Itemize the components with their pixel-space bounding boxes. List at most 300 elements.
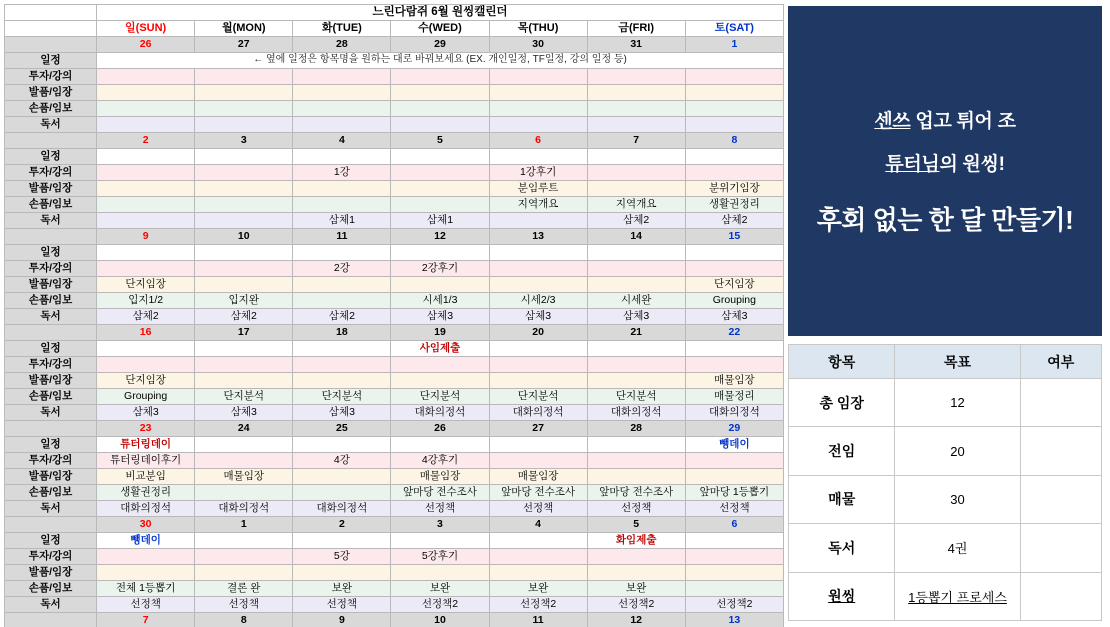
- date-cell[interactable]: 9: [293, 613, 391, 627]
- calendar-entry-cell[interactable]: [587, 69, 685, 85]
- goal-item-cell: 독서: [789, 524, 895, 572]
- calendar-entry-cell[interactable]: [587, 245, 685, 261]
- calendar-entry-cell[interactable]: [587, 373, 685, 389]
- category-label-독서: 독서: [5, 405, 97, 421]
- calendar-entry-cell[interactable]: [195, 533, 293, 549]
- calendar-category-row: [5, 581, 784, 597]
- calendar-entry-cell[interactable]: [293, 197, 391, 213]
- calendar-entry-cell[interactable]: 단지분석: [587, 389, 685, 405]
- calendar-entry-cell[interactable]: [391, 373, 489, 389]
- date-cell[interactable]: 23: [97, 421, 195, 437]
- calendar-entry-cell[interactable]: 1강: [293, 165, 391, 181]
- calendar-entry-cell[interactable]: [391, 245, 489, 261]
- calendar-title: 느린다람쥐 6월 원씽캘린더: [97, 5, 784, 21]
- date-number-row-1: [5, 133, 784, 149]
- calendar-category-row: [5, 437, 784, 453]
- calendar-entry-cell[interactable]: 2강후기: [391, 261, 489, 277]
- calendar-entry-cell[interactable]: [97, 565, 195, 581]
- date-cell[interactable]: 7: [587, 133, 685, 149]
- date-cell[interactable]: 5: [391, 133, 489, 149]
- calendar-entry-cell[interactable]: Grouping: [97, 389, 195, 405]
- category-label-발품/임장: 발품/임장: [5, 469, 97, 485]
- date-cell[interactable]: 9: [97, 229, 195, 245]
- date-cell[interactable]: 3: [391, 517, 489, 533]
- category-label-투자/강의: 투자/강의: [5, 549, 97, 565]
- calendar-entry-cell[interactable]: 단지분석: [293, 389, 391, 405]
- calendar-entry-cell[interactable]: [97, 181, 195, 197]
- date-cell[interactable]: 5: [587, 517, 685, 533]
- calendar-entry-cell[interactable]: [587, 85, 685, 101]
- calendar-entry-cell[interactable]: 삼체2: [293, 309, 391, 325]
- date-row-spacer: [5, 613, 97, 627]
- category-label-손품/임보: 손품/임보: [5, 101, 97, 117]
- calendar-entry-cell[interactable]: [195, 565, 293, 581]
- calendar-entry-cell[interactable]: 대화의정석: [685, 405, 783, 421]
- date-cell[interactable]: 11: [489, 613, 587, 627]
- calendar-entry-cell[interactable]: 선정책2: [685, 597, 783, 613]
- calendar-entry-cell[interactable]: 앞마당 전수조사: [391, 485, 489, 501]
- date-cell[interactable]: 2: [97, 133, 195, 149]
- date-cell[interactable]: 1: [685, 37, 783, 53]
- calendar-entry-cell[interactable]: 선정책: [293, 597, 391, 613]
- calendar-entry-cell[interactable]: 튜터링데이: [97, 437, 195, 453]
- calendar-entry-cell[interactable]: 단지분석: [391, 389, 489, 405]
- calendar-entry-cell[interactable]: [391, 69, 489, 85]
- date-cell[interactable]: 19: [391, 325, 489, 341]
- calendar-entry-cell[interactable]: 전체 1등뽑기: [97, 581, 195, 597]
- calendar-entry-cell[interactable]: [685, 533, 783, 549]
- category-label-독서: 독서: [5, 117, 97, 133]
- goal-header-target: 목표: [895, 345, 1020, 379]
- calendar-entry-cell[interactable]: [685, 85, 783, 101]
- date-cell[interactable]: 3: [195, 133, 293, 149]
- calendar-entry-cell[interactable]: [685, 453, 783, 469]
- date-cell[interactable]: 26: [97, 37, 195, 53]
- calendar-entry-cell[interactable]: [195, 101, 293, 117]
- calendar-entry-cell[interactable]: 대화의정석: [489, 405, 587, 421]
- date-cell[interactable]: 13: [685, 613, 783, 627]
- calendar-category-row: [5, 53, 784, 69]
- goal-done-cell[interactable]: [1020, 379, 1101, 427]
- calendar-entry-cell[interactable]: 선정책: [195, 597, 293, 613]
- calendar-entry-cell[interactable]: [293, 469, 391, 485]
- calendar-entry-cell[interactable]: 삼체2: [195, 309, 293, 325]
- calendar-entry-cell[interactable]: [195, 197, 293, 213]
- date-cell[interactable]: 25: [293, 421, 391, 437]
- calendar-entry-cell[interactable]: 대화의정석: [587, 405, 685, 421]
- calendar-entry-cell[interactable]: 사임제출: [391, 341, 489, 357]
- calendar-entry-cell[interactable]: [293, 533, 391, 549]
- calendar-entry-cell[interactable]: [391, 85, 489, 101]
- calendar-entry-cell[interactable]: 화임제출: [587, 533, 685, 549]
- calendar-entry-cell[interactable]: [195, 373, 293, 389]
- calendar-entry-cell[interactable]: 선정책: [489, 501, 587, 517]
- calendar-entry-cell[interactable]: 시세완: [587, 293, 685, 309]
- goal-item-cell: 총 임장: [789, 379, 895, 427]
- calendar-entry-cell[interactable]: [293, 373, 391, 389]
- calendar-entry-cell[interactable]: [97, 357, 195, 373]
- calendar-entry-cell[interactable]: 삼체3: [97, 405, 195, 421]
- calendar-entry-cell[interactable]: [587, 165, 685, 181]
- calendar-entry-cell[interactable]: [587, 549, 685, 565]
- calendar-entry-cell[interactable]: [97, 261, 195, 277]
- calendar-entry-cell[interactable]: [293, 485, 391, 501]
- calendar-entry-cell[interactable]: [293, 293, 391, 309]
- goal-target-label: 1등뽑기 프로세스: [908, 589, 1007, 605]
- category-label-손품/임보: 손품/임보: [5, 197, 97, 213]
- calendar-entry-cell[interactable]: 대화의정석: [97, 501, 195, 517]
- calendar-entry-cell[interactable]: 앞마당 전수조사: [489, 485, 587, 501]
- calendar-entry-cell[interactable]: [587, 565, 685, 581]
- date-cell[interactable]: 8: [195, 613, 293, 627]
- calendar-entry-cell[interactable]: [195, 277, 293, 293]
- calendar-entry-cell[interactable]: [489, 245, 587, 261]
- calendar-entry-cell[interactable]: [489, 213, 587, 229]
- date-cell[interactable]: 18: [293, 325, 391, 341]
- date-cell[interactable]: 26: [391, 421, 489, 437]
- calendar-entry-cell[interactable]: 지역개요: [587, 197, 685, 213]
- calendar-entry-cell[interactable]: 앞마당 1등뽑기: [685, 485, 783, 501]
- calendar-entry-cell[interactable]: 시세1/3: [391, 293, 489, 309]
- goal-done-cell[interactable]: [1020, 475, 1101, 523]
- calendar-entry-cell[interactable]: [685, 69, 783, 85]
- calendar-entry-cell[interactable]: [489, 117, 587, 133]
- calendar-entry-cell[interactable]: 생활권정리: [97, 485, 195, 501]
- calendar-entry-cell[interactable]: 삼체3: [587, 309, 685, 325]
- date-cell[interactable]: 12: [587, 613, 685, 627]
- calendar-entry-cell[interactable]: [195, 485, 293, 501]
- calendar-entry-cell[interactable]: [685, 101, 783, 117]
- calendar-entry-cell[interactable]: 단지임장: [97, 277, 195, 293]
- calendar-entry-cell[interactable]: 매물정리: [685, 389, 783, 405]
- goal-done-cell[interactable]: [1020, 427, 1101, 475]
- date-cell[interactable]: 30: [489, 37, 587, 53]
- calendar-entry-cell[interactable]: 단지분석: [489, 389, 587, 405]
- calendar-entry-cell[interactable]: [489, 101, 587, 117]
- calendar-entry-cell[interactable]: 선정책: [97, 597, 195, 613]
- calendar-entry-cell[interactable]: 매물임장: [489, 469, 587, 485]
- calendar-entry-cell[interactable]: 5강후기: [391, 549, 489, 565]
- category-label-독서: 독서: [5, 213, 97, 229]
- goal-item-cell: [789, 572, 895, 620]
- calendar-entry-cell[interactable]: [685, 149, 783, 165]
- date-cell[interactable]: 11: [293, 229, 391, 245]
- calendar-entry-cell[interactable]: [587, 117, 685, 133]
- calendar-entry-cell[interactable]: [97, 341, 195, 357]
- calendar-entry-cell[interactable]: 삼체3: [293, 405, 391, 421]
- calendar-entry-cell[interactable]: [489, 69, 587, 85]
- calendar-entry-cell[interactable]: [195, 357, 293, 373]
- date-cell[interactable]: 8: [685, 133, 783, 149]
- calendar-entry-cell[interactable]: 삼체3: [195, 405, 293, 421]
- calendar-entry-cell[interactable]: [489, 437, 587, 453]
- category-label-손품/임보: 손품/임보: [5, 581, 97, 597]
- date-cell[interactable]: 6: [685, 517, 783, 533]
- date-cell[interactable]: 10: [195, 229, 293, 245]
- goal-table: [788, 344, 1102, 621]
- date-cell[interactable]: 28: [293, 37, 391, 53]
- calendar-entry-cell[interactable]: [293, 357, 391, 373]
- calendar-entry-cell[interactable]: 선정책2: [489, 597, 587, 613]
- date-cell[interactable]: 27: [195, 37, 293, 53]
- date-cell[interactable]: 27: [489, 421, 587, 437]
- date-number-row-0: [5, 37, 784, 53]
- date-cell[interactable]: 17: [195, 325, 293, 341]
- calendar-entry-cell[interactable]: [293, 181, 391, 197]
- calendar-entry-cell[interactable]: 선정책: [391, 501, 489, 517]
- calendar-instruction-note: ← 옆에 일정은 항목명을 원하는 대로 바꿔보세요 (EX. 개인일정, TF일정, 강의 일정 등): [97, 53, 784, 69]
- calendar-entry-cell[interactable]: [195, 181, 293, 197]
- calendar-entry-cell[interactable]: [97, 213, 195, 229]
- date-cell[interactable]: 14: [587, 229, 685, 245]
- calendar-entry-cell[interactable]: [587, 341, 685, 357]
- calendar-entry-cell[interactable]: [489, 85, 587, 101]
- calendar-entry-cell[interactable]: [97, 85, 195, 101]
- calendar-entry-cell[interactable]: [587, 261, 685, 277]
- calendar-entry-cell[interactable]: [391, 357, 489, 373]
- calendar-entry-cell[interactable]: [685, 565, 783, 581]
- date-cell[interactable]: 24: [195, 421, 293, 437]
- calendar-entry-cell[interactable]: 매물임장: [195, 469, 293, 485]
- calendar-entry-cell[interactable]: 단지분석: [195, 389, 293, 405]
- calendar-entry-cell[interactable]: 보완: [587, 581, 685, 597]
- calendar-entry-cell[interactable]: [293, 437, 391, 453]
- calendar-entry-cell[interactable]: [195, 213, 293, 229]
- calendar-entry-cell[interactable]: [391, 197, 489, 213]
- calendar-entry-cell[interactable]: [489, 149, 587, 165]
- calendar-entry-cell[interactable]: [391, 149, 489, 165]
- calendar-entry-cell[interactable]: [391, 165, 489, 181]
- date-cell[interactable]: 21: [587, 325, 685, 341]
- date-cell[interactable]: 20: [489, 325, 587, 341]
- calendar-entry-cell[interactable]: 시세2/3: [489, 293, 587, 309]
- calendar-entry-cell[interactable]: 삼체2: [97, 309, 195, 325]
- date-number-row-3: [5, 325, 784, 341]
- calendar-entry-cell[interactable]: [489, 341, 587, 357]
- date-row-spacer: [5, 133, 97, 149]
- date-cell[interactable]: 28: [587, 421, 685, 437]
- calendar-entry-cell[interactable]: 매물임장: [391, 469, 489, 485]
- calendar-entry-cell[interactable]: 대화의정석: [293, 501, 391, 517]
- calendar-entry-cell[interactable]: [587, 453, 685, 469]
- date-cell[interactable]: 10: [391, 613, 489, 627]
- calendar-entry-cell[interactable]: 5강: [293, 549, 391, 565]
- calendar-category-row: [5, 469, 784, 485]
- calendar-entry-cell[interactable]: 보완: [391, 581, 489, 597]
- calendar-entry-cell[interactable]: [391, 565, 489, 581]
- calendar-entry-cell[interactable]: [587, 277, 685, 293]
- date-row-spacer: [5, 421, 97, 437]
- calendar-entry-cell[interactable]: [293, 245, 391, 261]
- calendar-entry-cell[interactable]: [195, 165, 293, 181]
- calendar-entry-cell[interactable]: [489, 533, 587, 549]
- one-thing-calendar: [4, 4, 784, 627]
- calendar-entry-cell[interactable]: [97, 197, 195, 213]
- category-label-손품/임보: 손품/임보: [5, 293, 97, 309]
- calendar-entry-cell[interactable]: 입지1/2: [97, 293, 195, 309]
- calendar-entry-cell[interactable]: 생활권정리: [685, 197, 783, 213]
- calendar-entry-cell[interactable]: 삼체1: [391, 213, 489, 229]
- goal-item-label: 원씽: [828, 588, 856, 605]
- calendar-entry-cell[interactable]: 튜터링데이후기: [97, 453, 195, 469]
- goal-target-cell: 20: [895, 427, 1020, 475]
- date-number-row-final: [5, 613, 784, 627]
- calendar-entry-cell[interactable]: [293, 69, 391, 85]
- calendar-entry-cell[interactable]: [293, 149, 391, 165]
- calendar-entry-cell[interactable]: 지역개요: [489, 197, 587, 213]
- calendar-entry-cell[interactable]: 분임루트: [489, 181, 587, 197]
- calendar-entry-cell[interactable]: [97, 101, 195, 117]
- category-label-독서: 독서: [5, 597, 97, 613]
- calendar-entry-cell[interactable]: 매물임장: [685, 373, 783, 389]
- calendar-entry-cell[interactable]: 2강: [293, 261, 391, 277]
- calendar-entry-cell[interactable]: [293, 101, 391, 117]
- calendar-entry-cell[interactable]: 대화의정석: [391, 405, 489, 421]
- calendar-entry-cell[interactable]: [489, 277, 587, 293]
- calendar-entry-cell[interactable]: 입지완: [195, 293, 293, 309]
- calendar-entry-cell[interactable]: [489, 261, 587, 277]
- date-cell[interactable]: 4: [489, 517, 587, 533]
- date-cell[interactable]: 31: [587, 37, 685, 53]
- calendar-entry-cell[interactable]: [293, 341, 391, 357]
- date-cell[interactable]: 16: [97, 325, 195, 341]
- calendar-entry-cell[interactable]: [685, 165, 783, 181]
- calendar-entry-cell[interactable]: [685, 357, 783, 373]
- calendar-entry-cell[interactable]: [293, 117, 391, 133]
- calendar-entry-cell[interactable]: [685, 341, 783, 357]
- calendar-entry-cell[interactable]: [293, 565, 391, 581]
- goal-done-cell[interactable]: [1020, 524, 1101, 572]
- calendar-entry-cell[interactable]: [489, 549, 587, 565]
- calendar-entry-cell[interactable]: 선정책2: [391, 597, 489, 613]
- calendar-entry-cell[interactable]: 선정책2: [587, 597, 685, 613]
- calendar-entry-cell[interactable]: [195, 437, 293, 453]
- calendar-entry-cell[interactable]: [391, 277, 489, 293]
- calendar-entry-cell[interactable]: [685, 549, 783, 565]
- calendar-entry-cell[interactable]: [685, 469, 783, 485]
- calendar-category-row: [5, 197, 784, 213]
- date-cell[interactable]: 4: [293, 133, 391, 149]
- date-cell[interactable]: 22: [685, 325, 783, 341]
- calendar-entry-cell[interactable]: 삼체2: [685, 213, 783, 229]
- calendar-entry-cell[interactable]: [97, 149, 195, 165]
- calendar-category-row: [5, 341, 784, 357]
- calendar-entry-cell[interactable]: 선정책: [685, 501, 783, 517]
- calendar-entry-cell[interactable]: [195, 549, 293, 565]
- calendar-entry-cell[interactable]: 보완: [293, 581, 391, 597]
- calendar-entry-cell[interactable]: 뺑데이: [685, 437, 783, 453]
- dow-corner-cell: [5, 21, 97, 37]
- date-cell[interactable]: 12: [391, 229, 489, 245]
- goal-table-header-row: [789, 345, 1102, 379]
- banner-line-1-underlined: 센쓰: [874, 110, 911, 132]
- calendar-entry-cell[interactable]: [293, 277, 391, 293]
- goal-done-cell[interactable]: [1020, 572, 1101, 620]
- calendar-entry-cell[interactable]: [587, 149, 685, 165]
- calendar-entry-cell[interactable]: 단지임장: [97, 373, 195, 389]
- calendar-entry-cell[interactable]: [489, 565, 587, 581]
- date-cell[interactable]: 15: [685, 229, 783, 245]
- calendar-entry-cell[interactable]: 삼체3: [685, 309, 783, 325]
- calendar-entry-cell[interactable]: [587, 469, 685, 485]
- date-cell[interactable]: 2: [293, 517, 391, 533]
- calendar-entry-cell[interactable]: [391, 181, 489, 197]
- calendar-entry-cell[interactable]: [195, 341, 293, 357]
- calendar-entry-cell[interactable]: [489, 453, 587, 469]
- calendar-entry-cell[interactable]: [97, 245, 195, 261]
- calendar-category-row: [5, 101, 784, 117]
- category-label-독서: 독서: [5, 309, 97, 325]
- calendar-entry-cell[interactable]: [195, 117, 293, 133]
- date-cell[interactable]: 13: [489, 229, 587, 245]
- calendar-entry-cell[interactable]: [195, 69, 293, 85]
- calendar-entry-cell[interactable]: [391, 437, 489, 453]
- calendar-entry-cell[interactable]: 4강: [293, 453, 391, 469]
- calendar-entry-cell[interactable]: [195, 149, 293, 165]
- calendar-entry-cell[interactable]: 삼체3: [391, 309, 489, 325]
- calendar-entry-cell[interactable]: [97, 549, 195, 565]
- calendar-entry-cell[interactable]: [587, 101, 685, 117]
- calendar-entry-cell[interactable]: Grouping: [685, 293, 783, 309]
- calendar-entry-cell[interactable]: 뺑데이: [97, 533, 195, 549]
- date-cell[interactable]: 29: [391, 37, 489, 53]
- calendar-entry-cell[interactable]: [293, 85, 391, 101]
- date-cell[interactable]: 7: [97, 613, 195, 627]
- date-cell[interactable]: 30: [97, 517, 195, 533]
- calendar-entry-cell[interactable]: 4강후기: [391, 453, 489, 469]
- calendar-entry-cell[interactable]: 결론 완: [195, 581, 293, 597]
- calendar-entry-cell[interactable]: 보완: [489, 581, 587, 597]
- calendar-entry-cell[interactable]: [195, 453, 293, 469]
- calendar-entry-cell[interactable]: [489, 373, 587, 389]
- date-cell[interactable]: 1: [195, 517, 293, 533]
- calendar-entry-cell[interactable]: [489, 357, 587, 373]
- calendar-entry-cell[interactable]: [587, 357, 685, 373]
- calendar-entry-cell[interactable]: [685, 245, 783, 261]
- calendar-entry-cell[interactable]: [587, 181, 685, 197]
- calendar-entry-cell[interactable]: [97, 69, 195, 85]
- calendar-entry-cell[interactable]: [97, 165, 195, 181]
- goal-header-item: 항목: [789, 345, 895, 379]
- calendar-entry-cell[interactable]: 분위기임장: [685, 181, 783, 197]
- calendar-entry-cell[interactable]: [587, 437, 685, 453]
- category-label-투자/강의: 투자/강의: [5, 165, 97, 181]
- calendar-entry-cell[interactable]: [685, 261, 783, 277]
- calendar-category-row: [5, 261, 784, 277]
- calendar-entry-cell[interactable]: [97, 117, 195, 133]
- date-cell[interactable]: 29: [685, 421, 783, 437]
- calendar-entry-cell[interactable]: 삼체2: [587, 213, 685, 229]
- calendar-entry-cell[interactable]: [391, 117, 489, 133]
- calendar-entry-cell[interactable]: [391, 533, 489, 549]
- calendar-entry-cell[interactable]: 대화의정석: [195, 501, 293, 517]
- calendar-entry-cell[interactable]: 비교분임: [97, 469, 195, 485]
- calendar-entry-cell[interactable]: [685, 117, 783, 133]
- calendar-entry-cell[interactable]: 선정책: [587, 501, 685, 517]
- calendar-entry-cell[interactable]: 1강후기: [489, 165, 587, 181]
- calendar-entry-cell[interactable]: 삼체1: [293, 213, 391, 229]
- calendar-entry-cell[interactable]: [195, 245, 293, 261]
- calendar-entry-cell[interactable]: [685, 581, 783, 597]
- calendar-entry-cell[interactable]: 단지임장: [685, 277, 783, 293]
- calendar-entry-cell[interactable]: [195, 85, 293, 101]
- date-cell[interactable]: 6: [489, 133, 587, 149]
- category-label-손품/임보: 손품/임보: [5, 389, 97, 405]
- calendar-entry-cell[interactable]: [391, 101, 489, 117]
- calendar-entry-cell[interactable]: 삼체3: [489, 309, 587, 325]
- calendar-entry-cell[interactable]: 앞마당 전수조사: [587, 485, 685, 501]
- calendar-entry-cell[interactable]: [195, 261, 293, 277]
